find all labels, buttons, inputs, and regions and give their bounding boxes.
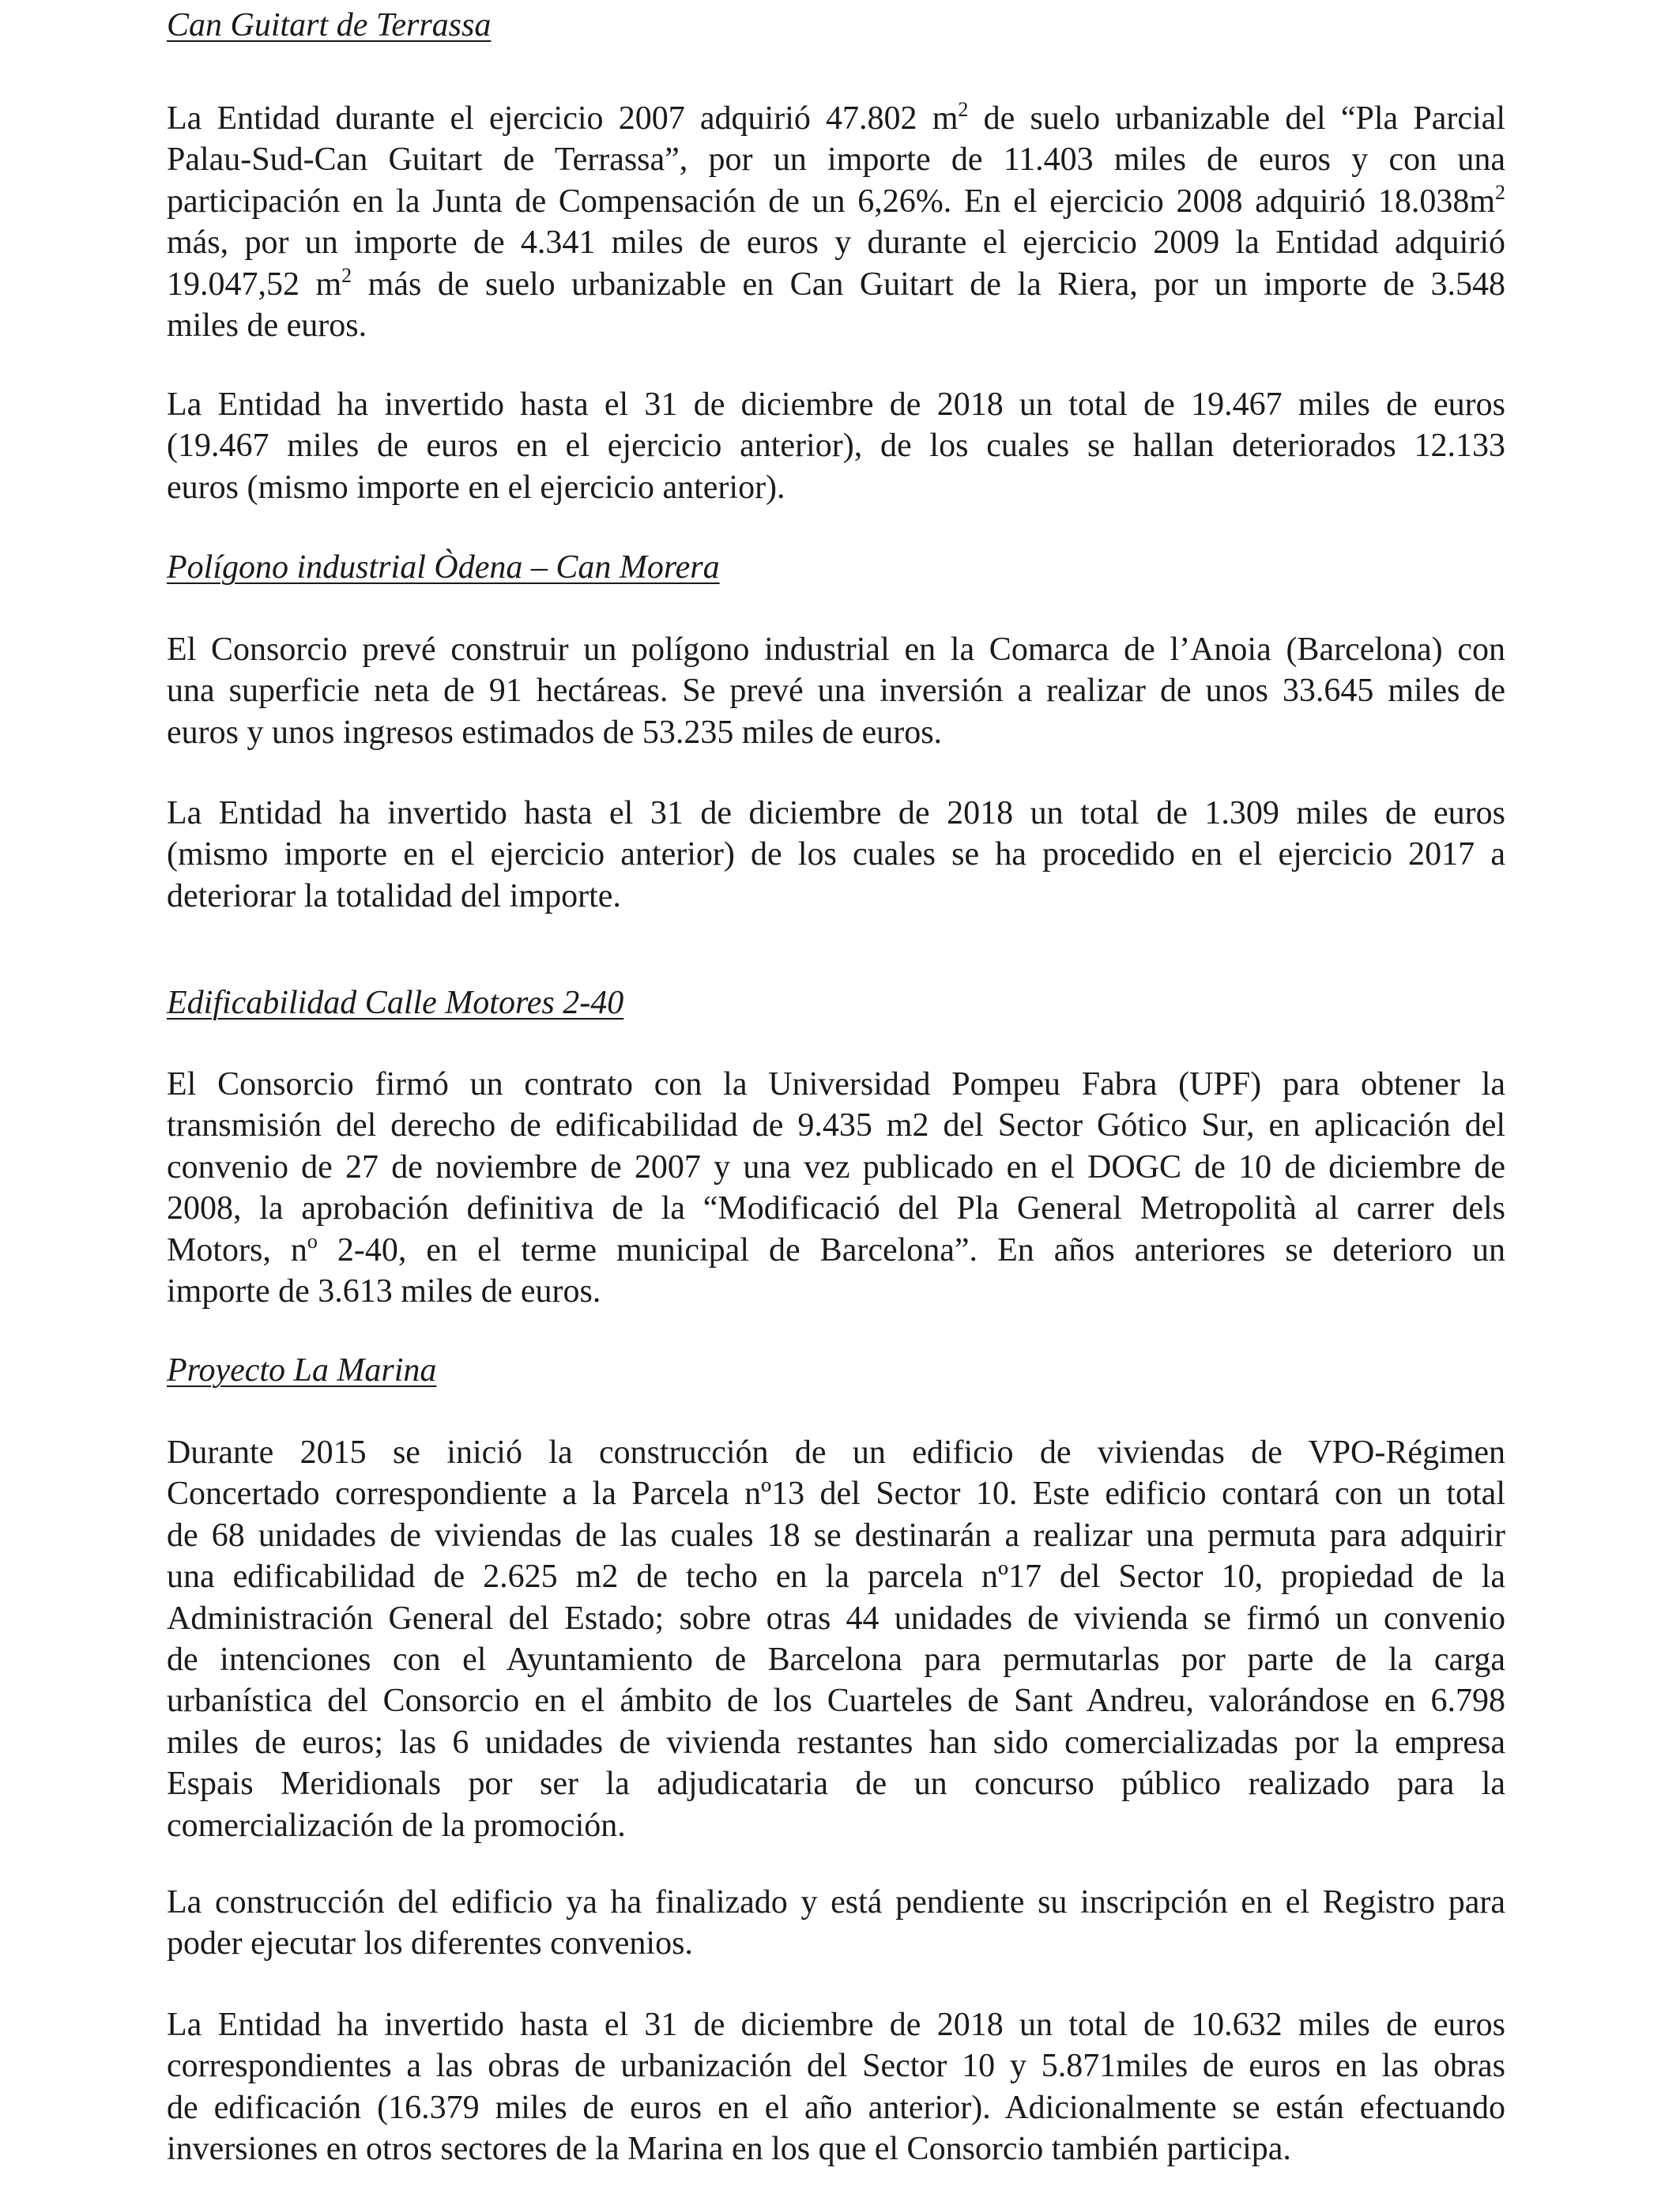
- text-line: una edificabilidad de 2.625 m2 de techo en la parcela nº17 del Sector 10, propiedad de la: [167, 1559, 1505, 1596]
- paragraph-odena-investment: [167, 793, 1505, 917]
- text-line: (mismo importe en el ejercicio anterior) de los cuales se ha procedido en el ejercicio 2017 a: [167, 836, 1505, 873]
- text-line: Administración General del Estado; sobre otras 44 unidades de vivienda se firmó un convenio: [167, 1600, 1505, 1637]
- text-line: La Entidad ha invertido hasta el 31 de diciembre de 2018 un total de 10.632 miles de euros: [167, 2007, 1505, 2043]
- text-line: El Consorcio firmó un contrato con la Universidad Pompeu Fabra (UPF) para obtener la: [167, 1066, 1505, 1103]
- text-line: Palau-Sud-Can Guitart de Terrassa”, por un importe de 11.403 miles de euros y con una: [167, 141, 1505, 179]
- text-line: más, por un importe de 4.341 miles de euros y durante el ejercicio 2009 la Entidad adquirió: [167, 224, 1505, 262]
- text-line: una superficie neta de 91 hectáreas. Se prevé una inversión a realizar de unos 33.645 miles de: [167, 673, 1505, 710]
- paragraph-la-marina-construction: [167, 1432, 1505, 1846]
- text-line: miles de euros; las 6 unidades de vivienda restantes han sido comercializadas por la empresa: [167, 1724, 1505, 1761]
- text-line: 2008, la aprobación definitiva de la “Modificació del Pla General Metropolità al carrer dels: [167, 1190, 1505, 1227]
- text-line: correspondientes a las obras de urbanización del Sector 10 y 5.871miles de euros en las obras: [167, 2048, 1505, 2085]
- text-line: de intenciones con el Ayuntamiento de Barcelona para permutarlas por parte de la carga: [167, 1642, 1505, 1679]
- text-line: inversiones en otros sectores de la Marina en los que el Consorcio también participa.: [167, 2131, 1291, 2168]
- text-line: miles de euros.: [167, 307, 367, 345]
- text-line: de 68 unidades de viviendas de las cuales 18 se destinarán a realizar una permuta para adquirir: [167, 1517, 1505, 1554]
- section-heading-motores: Edificabilidad Calle Motores 2-40: [167, 985, 624, 1021]
- text-line: La construcción del edificio ya ha finalizado y está pendiente su inscripción en el Registro para: [167, 1884, 1505, 1921]
- text-line: Durante 2015 se inició la construcción de un edificio de viviendas de VPO-Régimen: [167, 1434, 1505, 1471]
- paragraph-can-guitart-acquisitions: [167, 98, 1505, 346]
- text-line: (19.467 miles de euros en el ejercicio anterior), de los cuales se hallan deteriorados 12.133: [167, 428, 1505, 465]
- paragraph-la-marina-registry: [167, 1882, 1505, 1965]
- text-line: euros y unos ingresos estimados de 53.235 miles de euros.: [167, 714, 943, 751]
- text-line: La Entidad ha invertido hasta el 31 de diciembre de 2018 un total de 19.467 miles de euros: [167, 386, 1505, 423]
- text-line: Motors, $n^o$ 2-40, en el terme municipal de Barcelona”. En años anteriores se deterioro un: [167, 1229, 1505, 1269]
- paragraph-can-guitart-investment: [167, 384, 1505, 508]
- text-line: participación en la Junta de Compensación de un 6,26%. En el ejercicio 2008 adquirió $18.038m^2$: [167, 180, 1505, 220]
- text-line: La Entidad durante el ejercicio 2007 adquirió 47.802 $m^2$ de suelo urbanizable del “Pla Parcial: [167, 98, 1505, 137]
- text-line: convenio de 27 de noviembre de 2007 y una vez publicado en el DOGC de 10 de diciembre de: [167, 1148, 1505, 1186]
- text-line: Concertado correspondiente a la Parcela nº13 del Sector 10. Este edificio contará con un total: [167, 1476, 1505, 1513]
- paragraph-la-marina-investment: [167, 2004, 1505, 2170]
- section-heading-la-marina: Proyecto La Marina: [167, 1352, 437, 1389]
- text-line: 19.047,52 $m^2$ más de suelo urbanizable en Can Guitart de la Riera, por un importe de 3.548: [167, 263, 1505, 303]
- text-line: deteriorar la totalidad del importe.: [167, 877, 621, 914]
- text-line: euros (mismo importe en el ejercicio anterior).: [167, 469, 785, 506]
- paragraph-odena-plan: [167, 629, 1505, 753]
- text-line: El Consorcio prevé construir un polígono industrial en la Comarca de l’Anoia (Barcelona) con: [167, 631, 1505, 668]
- text-line: poder ejecutar los diferentes convenios.: [167, 1925, 693, 1962]
- text-line: comercialización de la promoción.: [167, 1807, 626, 1844]
- paragraph-motores-contract: [167, 1064, 1505, 1312]
- section-heading-can-guitart: Can Guitart de Terrassa: [167, 7, 492, 43]
- text-line: transmisión del derecho de edificabilidad de 9.435 m2 del Sector Gótico Sur, en aplicación del: [167, 1107, 1505, 1144]
- text-line: de edificación (16.379 miles de euros en el año anterior). Adicionalmente se están efectuando: [167, 2089, 1505, 2126]
- text-line: importe de 3.613 miles de euros.: [167, 1273, 601, 1310]
- text-line: Espais Meridionals por ser la adjudicataria de un concurso público realizado para la: [167, 1766, 1505, 1803]
- section-heading-odena: Polígono industrial Òdena – Can Morera: [167, 549, 720, 586]
- text-line: urbanística del Consorcio en el ámbito de los Cuarteles de Sant Andreu, valorándose en 6.798: [167, 1683, 1505, 1720]
- text-line: La Entidad ha invertido hasta el 31 de diciembre de 2018 un total de 1.309 miles de euros: [167, 795, 1505, 831]
